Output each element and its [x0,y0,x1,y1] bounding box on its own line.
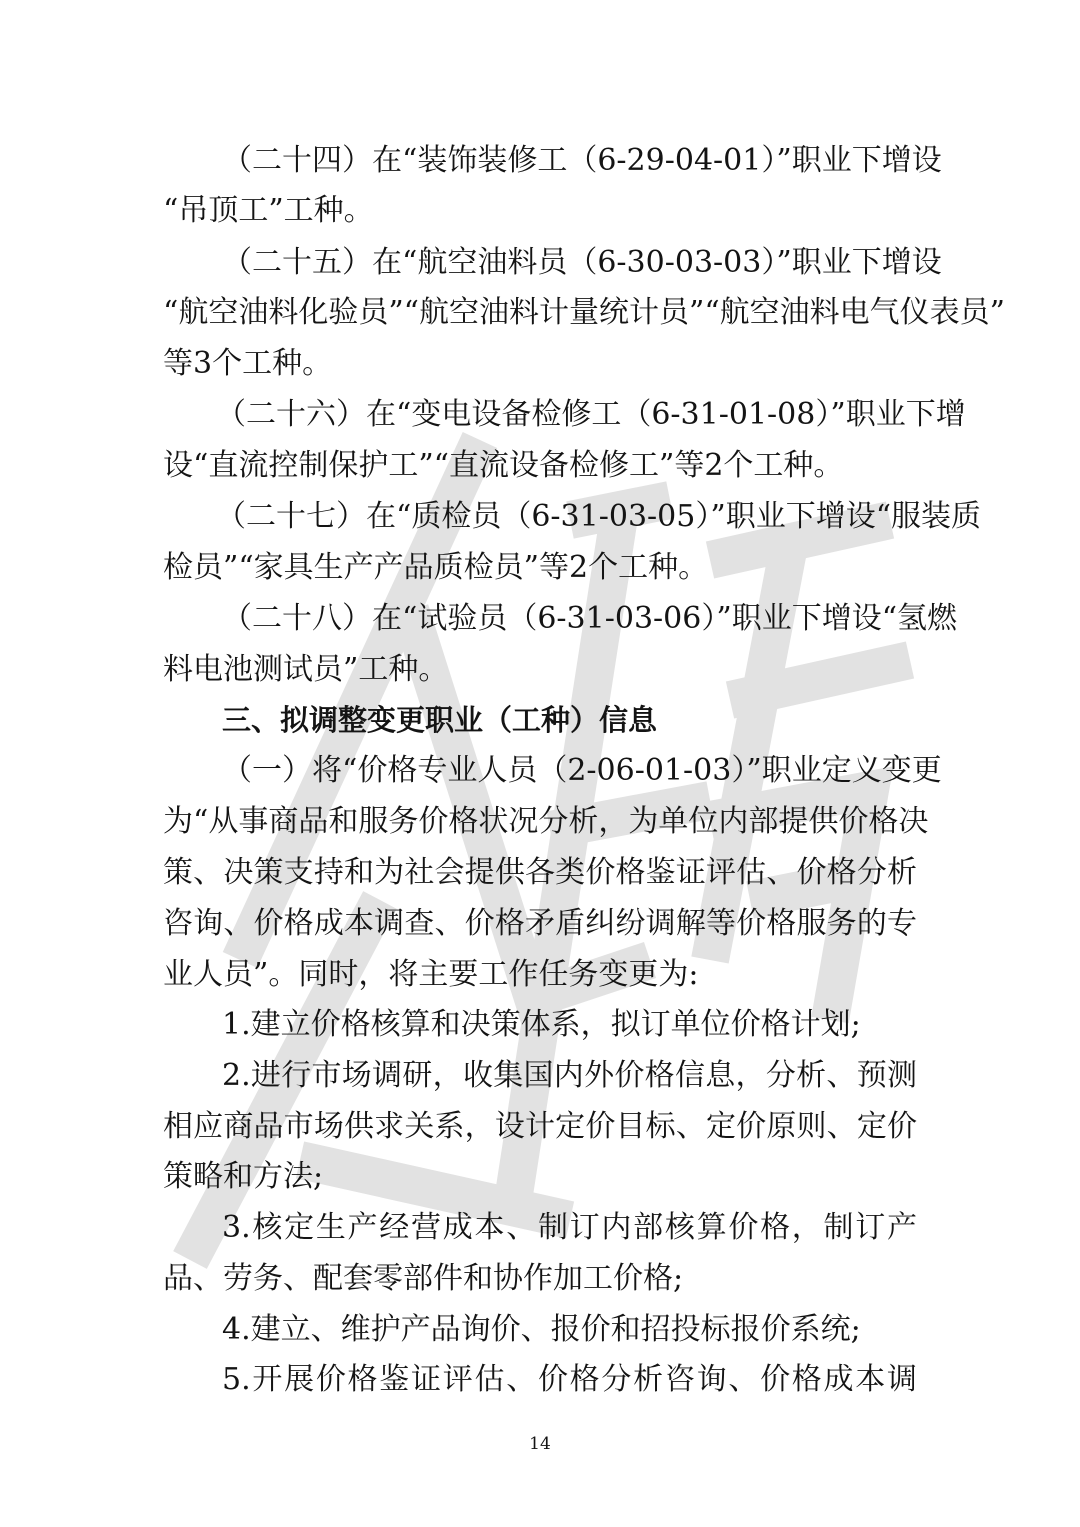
paragraph-line: （一）将“价格专业人员（2-06-01-03）”职业定义变更 [222,753,942,788]
list-item: 2.进行市场调研，收集国内外价格信息，分析、预测 [222,1058,917,1093]
list-item: 1.建立价格核算和决策体系，拟订单位价格计划; [222,1007,861,1042]
list-item: 4.建立、维护产品询价、报价和招投标报价系统; [222,1312,861,1347]
paragraph-line: 检员”“家具生产产品质检员”等2个工种。 [163,550,709,585]
paragraph-line: “航空油料化验员”“航空油料计量统计员”“航空油料电气仪表员” [163,295,1006,330]
paragraph-line: 为“从事商品和服务价格状况分析，为单位内部提供价格决 [163,804,929,839]
paragraph-line: “吊顶工”工种。 [163,193,374,228]
paragraph-line: 等3个工种。 [163,346,333,381]
paragraph-line: 料电池测试员”工种。 [163,652,449,687]
paragraph-line: （二十六）在“变电设备检修工（6-31-01-08）”职业下增 [216,397,966,432]
paragraph-line: （二十四）在“装饰装修工（6-29-04-01）”职业下增设 [222,143,942,178]
paragraph-line: 相应商品市场供求关系，设计定价目标、定价原则、定价 [163,1109,917,1144]
list-item: 5.开展价格鉴证评估、价格分析咨询、价格成本调 [222,1362,917,1397]
paragraph-line: 策略和方法; [163,1159,324,1194]
list-item: 3.核定生产经营成本、制订内部核算价格，制订产 [222,1210,917,1245]
paragraph-line: 设“直流控制保护工”“直流设备检修工”等2个工种。 [163,448,844,483]
paragraph-line: 策、决策支持和为社会提供各类价格鉴证评估、价格分析 [163,855,917,890]
paragraph-line: 品、劳务、配套零部件和协作加工价格; [163,1261,684,1296]
paragraph-line: （二十八）在“试验员（6-31-03-06）”职业下增设“氢燃 [222,601,958,636]
paragraph-line: （二十七）在“质检员（6-31-03-05）”职业下增设“服装质 [216,499,982,534]
page-number: 14 [529,1434,551,1454]
paragraph-line: 业人员”。同时，将主要工作任务变更为: [163,957,699,992]
paragraph-line: 咨询、价格成本调查、价格矛盾纠纷调解等价格服务的专 [163,906,917,941]
paragraph-line: （二十五）在“航空油料员（6-30-03-03）”职业下增设 [222,245,942,280]
section-heading: 三、拟调整变更职业（工种）信息 [222,703,658,737]
